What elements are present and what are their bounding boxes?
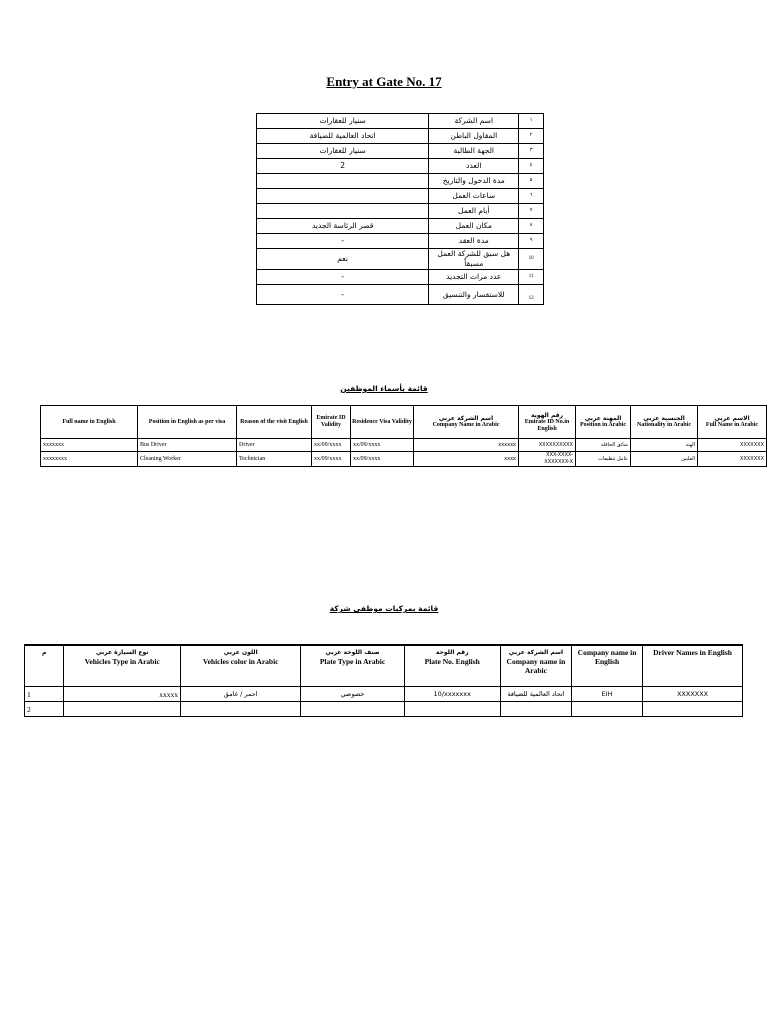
employees-header <box>698 406 767 439</box>
info-value: - <box>257 270 429 285</box>
header-english: Company name in Arabic <box>506 657 566 675</box>
employee-cell: xx/09/xxxx <box>312 439 351 452</box>
header-english: Vehicles Type in Arabic <box>84 657 160 666</box>
info-value: - <box>257 285 429 305</box>
header-english: Vehicles color in Arabic <box>202 657 279 666</box>
employee-cell: XXXXXXX <box>698 452 767 467</box>
header-english: Residence Visa Validity <box>352 418 412 425</box>
info-value <box>257 174 429 189</box>
employees-header <box>312 406 351 439</box>
header-arabic: رقم الهوية <box>530 411 564 419</box>
employee-cell: xxxxxx <box>414 439 519 452</box>
employee-cell: سائق الحافلة <box>576 439 631 452</box>
header-arabic: اللون عربي <box>223 649 258 656</box>
info-number: ٨ <box>519 219 544 234</box>
header-arabic: اسم الشركة عربي <box>508 649 564 656</box>
header-arabic: المهنة عربي <box>584 415 622 422</box>
header-arabic: اسم الشركة عربي <box>438 415 494 422</box>
vehicles-table <box>24 644 743 717</box>
info-row <box>257 114 544 129</box>
info-label: عدد مرات التجديد <box>429 270 519 285</box>
employees-header <box>631 406 698 439</box>
employee-cell: Technician <box>237 452 312 467</box>
info-label: مكان العمل <box>429 219 519 234</box>
info-row <box>257 129 544 144</box>
info-number: ٤ <box>519 159 544 174</box>
info-row <box>257 144 544 159</box>
vehicle-cell <box>404 702 500 717</box>
employee-cell: xxxxxxx <box>41 439 138 452</box>
employees-header <box>519 406 576 439</box>
info-label: الجهة الطالبة <box>429 144 519 159</box>
vehicles-header <box>572 645 643 687</box>
info-number: ٩ <box>519 234 544 249</box>
header-arabic: الاسم عربي <box>714 415 750 422</box>
info-row <box>257 234 544 249</box>
table-row <box>25 702 743 717</box>
info-value <box>257 189 429 204</box>
employees-header <box>576 406 631 439</box>
vehicle-cell: 2 <box>25 702 64 717</box>
header-english: Emirate ID No.in English <box>524 418 570 432</box>
vehicles-header <box>64 645 181 687</box>
vehicle-cell: اتحاد العالمية للضيافة <box>500 687 571 702</box>
vehicle-cell <box>643 702 743 717</box>
vehicles-header <box>181 645 301 687</box>
vehicles-header <box>500 645 571 687</box>
employee-cell: xx/09/xxxx <box>351 439 414 452</box>
employee-cell: xxxx <box>414 452 519 467</box>
info-label: اسم الشركة <box>429 114 519 129</box>
info-number: ٦ <box>519 189 544 204</box>
info-table <box>256 113 544 305</box>
vehicles-header <box>301 645 404 687</box>
vehicles-header <box>643 645 743 687</box>
info-value: اتحاد العالمية للضيافة <box>257 129 429 144</box>
employees-table <box>40 405 767 467</box>
header-english: Nationality in Arabic <box>636 422 691 428</box>
employee-cell: XXX-XXXX-XXXXXXX-X <box>519 452 576 467</box>
header-arabic: نوع السيارة عربي <box>95 649 149 656</box>
header-english: Company name in English <box>577 648 637 666</box>
header-english: Plate Type in Arabic <box>319 657 386 666</box>
employees-header <box>414 406 519 439</box>
employee-cell: الهند <box>631 439 698 452</box>
info-number: 10 <box>519 249 544 270</box>
table-row <box>41 439 767 452</box>
info-number: ٣ <box>519 144 544 159</box>
employee-cell: عامل تنظيفات <box>576 452 631 467</box>
employees-header <box>237 406 312 439</box>
vehicle-cell: 1 <box>25 687 64 702</box>
vehicle-cell: XXXXXXX <box>643 687 743 702</box>
vehicle-cell <box>500 702 571 717</box>
info-label: العدد <box>429 159 519 174</box>
employee-cell: Cleaning Worker <box>138 452 237 467</box>
vehicles-header <box>404 645 500 687</box>
info-label: للاستفسار والتنسيق <box>429 285 519 305</box>
table-row <box>41 452 767 467</box>
employee-cell: XXXXXXX <box>698 439 767 452</box>
vehicle-cell <box>572 702 643 717</box>
employee-cell: xxxxxxxx <box>41 452 138 467</box>
info-value: سنيار للعقارات <box>257 114 429 129</box>
employee-cell: xx/09/xxxx <box>312 452 351 467</box>
info-label: مدة العقد <box>429 234 519 249</box>
header-arabic: الجنسية عربي <box>643 415 685 422</box>
info-value: 2 <box>257 159 429 174</box>
info-number: ٢ <box>519 129 544 144</box>
vehicle-cell <box>181 702 301 717</box>
header-arabic: م <box>42 649 47 656</box>
vehicle-cell: احمر / غامق <box>181 687 301 702</box>
header-english: Driver Names in English <box>653 648 732 657</box>
info-row <box>257 285 544 305</box>
info-number: 12 <box>519 285 544 305</box>
info-row <box>257 219 544 234</box>
info-label: ساعات العمل <box>429 189 519 204</box>
employee-cell: Bus Driver <box>138 439 237 452</box>
vehicle-cell: EIH <box>572 687 643 702</box>
employee-cell: XXXXXXXXXX <box>519 439 576 452</box>
vehicle-cell: xxxxx <box>64 687 181 702</box>
info-row <box>257 174 544 189</box>
vehicles-header <box>25 645 64 687</box>
table-row <box>25 687 743 702</box>
header-english: Full Name in Arabic <box>705 422 759 428</box>
info-number: 11 <box>519 270 544 285</box>
info-row <box>257 159 544 174</box>
info-row <box>257 249 544 270</box>
info-number: ٧ <box>519 204 544 219</box>
info-row <box>257 189 544 204</box>
header-english: Emirate ID Validity <box>316 415 346 428</box>
info-value: - <box>257 234 429 249</box>
info-number: ١ <box>519 114 544 129</box>
info-number: ٥ <box>519 174 544 189</box>
page-title: Entry at Gate No. 17 <box>326 74 442 89</box>
info-label: المقاول الباطن <box>429 129 519 144</box>
header-english: Full name in English <box>62 418 116 425</box>
employees-header <box>41 406 138 439</box>
info-value: قصر الرئاسة الجديد <box>257 219 429 234</box>
info-label: مدة الدخول والتاريخ <box>429 174 519 189</box>
vehicles-title: قائمة بمركبات موظفى شركة <box>329 604 439 613</box>
vehicle-cell: خصوصي <box>301 687 404 702</box>
header-english: Position in Arabic <box>579 422 626 428</box>
info-label: هل سبق للشركة العمل مسبقاً <box>429 249 519 270</box>
employees-title: قائمة بأسماء الموظفين <box>340 384 428 393</box>
employee-cell: xx/09/xxxx <box>351 452 414 467</box>
employee-cell: Driver <box>237 439 312 452</box>
vehicle-cell <box>64 702 181 717</box>
info-row <box>257 270 544 285</box>
header-arabic: صنف اللوحة عربي <box>325 649 380 656</box>
info-row <box>257 204 544 219</box>
header-english: Company Name in Arabic <box>432 422 500 428</box>
employees-header <box>351 406 414 439</box>
info-label: أيام العمل <box>429 204 519 219</box>
header-english: Reason of the visit English <box>240 418 308 425</box>
header-arabic: رقم اللوحة <box>435 649 469 656</box>
info-value: نعم <box>257 249 429 270</box>
employees-header <box>138 406 237 439</box>
header-english: Plate No. English <box>424 657 480 666</box>
vehicle-cell: 10/xxxxxxx <box>404 687 500 702</box>
info-value <box>257 204 429 219</box>
employee-cell: الفلبين <box>631 452 698 467</box>
header-english: Position in English as per visa <box>148 418 226 425</box>
info-value: سنيار للعقارات <box>257 144 429 159</box>
vehicle-cell <box>301 702 404 717</box>
